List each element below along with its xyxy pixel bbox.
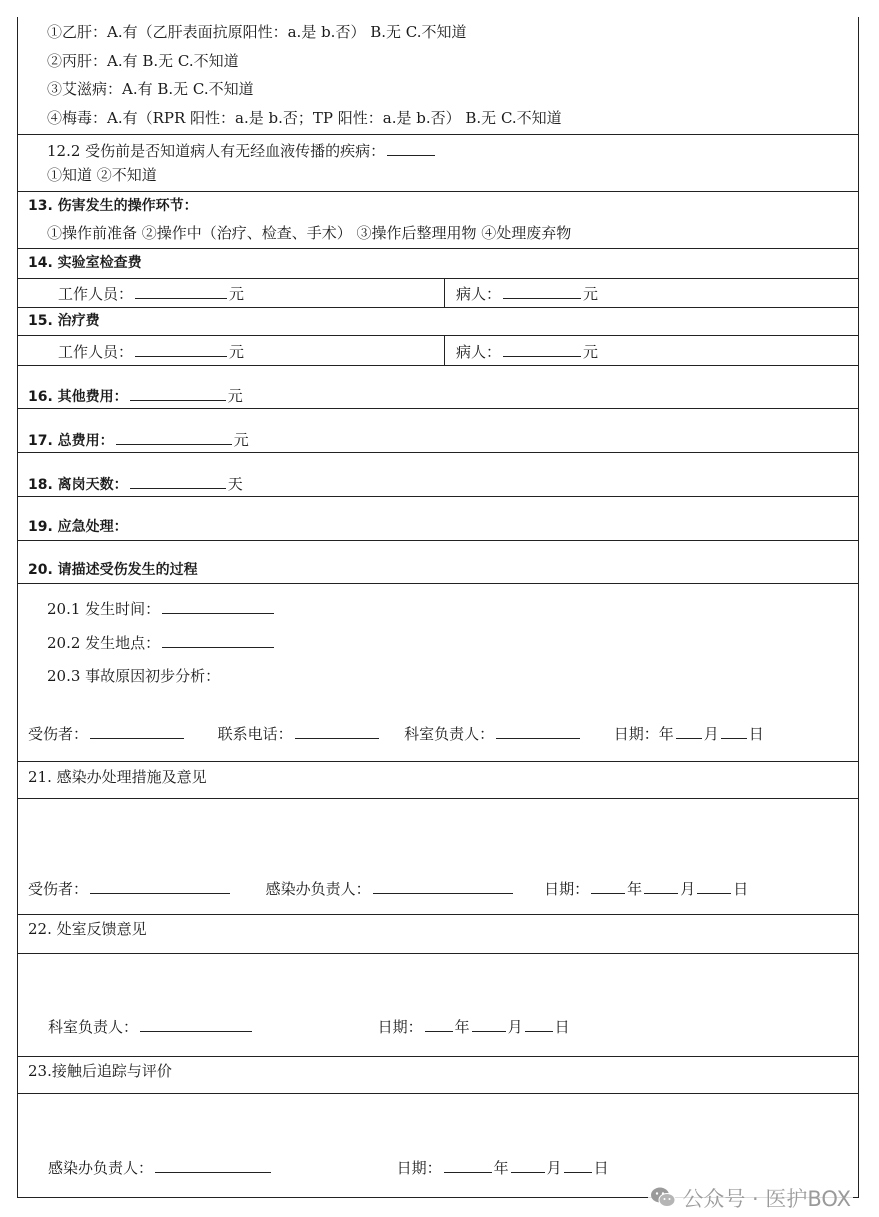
row-divider bbox=[18, 278, 858, 279]
q21-injured-label: 受伤者： bbox=[28, 880, 89, 898]
q22-year-blank[interactable] bbox=[425, 1016, 453, 1032]
q22-day: 日 bbox=[554, 1018, 570, 1036]
row-divider bbox=[18, 914, 858, 915]
row-divider bbox=[18, 540, 858, 541]
q21-day-blank[interactable] bbox=[697, 878, 731, 894]
q23-year-blank[interactable] bbox=[444, 1157, 492, 1173]
q15-title: 15. 治疗费 bbox=[28, 313, 100, 329]
q15-staff-row bbox=[58, 341, 244, 362]
q20-time-blank[interactable] bbox=[162, 598, 274, 614]
q23-date-label: 日期： bbox=[396, 1159, 442, 1177]
q23-day: 日 bbox=[593, 1159, 609, 1177]
q13-title: 13. 伤害发生的操作环节： bbox=[28, 198, 198, 214]
q14-patient-blank[interactable] bbox=[503, 283, 581, 299]
row-divider bbox=[18, 496, 858, 497]
q20-date-label: 日期： bbox=[613, 725, 659, 743]
q19-label: 19. 应急处理： bbox=[28, 519, 128, 535]
q21-month-blank[interactable] bbox=[644, 878, 678, 894]
q15-patient-blank[interactable] bbox=[503, 341, 581, 357]
row-divider bbox=[18, 953, 858, 954]
watermark bbox=[648, 1183, 853, 1214]
q15-patient-unit: 元 bbox=[583, 343, 599, 361]
row-divider bbox=[18, 365, 858, 366]
row-divider bbox=[18, 307, 858, 308]
q20-place-blank[interactable] bbox=[162, 632, 274, 648]
q22-dept-head-blank[interactable] bbox=[140, 1016, 252, 1032]
q18-blank[interactable] bbox=[130, 473, 226, 489]
q12-2-question-text: 12.2 受伤前是否知道病人有无经血液传播的疾病： bbox=[47, 142, 386, 160]
q23-title: 23.接触后追踪与评价 bbox=[28, 1062, 172, 1080]
row-divider bbox=[18, 335, 858, 336]
q21-title: 21. 感染办处理措施及意见 bbox=[28, 768, 207, 786]
q20-phone-label: 联系电话： bbox=[217, 725, 293, 743]
disease-hcv: ②丙肝：A.有 B.无 C.不知道 bbox=[47, 52, 239, 70]
q20-injured-label: 受伤者： bbox=[28, 725, 89, 743]
q20-dept-head-label: 科室负责人： bbox=[404, 725, 495, 743]
q22-month: 月 bbox=[507, 1018, 523, 1036]
q14-staff-label: 工作人员： bbox=[58, 285, 134, 303]
q20-month-blank[interactable] bbox=[676, 723, 702, 739]
row-divider bbox=[18, 191, 858, 192]
q23-day-blank[interactable] bbox=[564, 1157, 592, 1173]
q21-infection-head-blank[interactable] bbox=[373, 878, 513, 894]
q17-unit: 元 bbox=[233, 431, 249, 449]
disease-syphilis: ④梅毒：A.有（RPR 阳性：a.是 b.否；TP 阳性：a.是 b.否） B.无 C.不知道 bbox=[47, 109, 562, 127]
row-divider bbox=[18, 798, 858, 799]
incident-report-form bbox=[17, 17, 859, 1198]
q17-label: 17. 总费用： bbox=[28, 433, 114, 449]
q21-injured-blank[interactable] bbox=[90, 878, 230, 894]
q14-patient-unit: 元 bbox=[583, 285, 599, 303]
q20-dept-head-blank[interactable] bbox=[496, 723, 580, 739]
q20-place-label: 20.2 发生地点： bbox=[47, 634, 161, 652]
q20-phone-blank[interactable] bbox=[295, 723, 379, 739]
row-divider bbox=[18, 248, 858, 249]
disease-hiv: ③艾滋病：A.有 B.无 C.不知道 bbox=[47, 80, 254, 98]
q14-staff-row bbox=[58, 283, 244, 304]
q18-row bbox=[28, 473, 243, 495]
q22-day-blank[interactable] bbox=[525, 1016, 553, 1032]
q22-sign-row bbox=[48, 1016, 570, 1037]
q23-sign-row bbox=[48, 1157, 609, 1178]
q22-year: 年 bbox=[454, 1018, 470, 1036]
row-divider bbox=[18, 1093, 858, 1094]
q15-staff-blank[interactable] bbox=[135, 341, 227, 357]
q20-day-blank[interactable] bbox=[721, 723, 747, 739]
disease-hbv: ①乙肝：A.有（乙肝表面抗原阳性：a.是 b.否） B.无 C.不知道 bbox=[47, 23, 467, 41]
q12-2-question bbox=[47, 140, 437, 161]
row-divider bbox=[18, 134, 858, 135]
q20-time-label: 20.1 发生时间： bbox=[47, 600, 161, 618]
q20-title: 20. 请描述受伤发生的过程 bbox=[28, 562, 198, 578]
watermark-text: 公众号 · 医护BOX bbox=[682, 1186, 851, 1211]
q23-month-blank[interactable] bbox=[511, 1157, 545, 1173]
wechat-icon bbox=[650, 1186, 676, 1213]
q14-title: 14. 实验室检查费 bbox=[28, 255, 142, 271]
column-divider bbox=[444, 335, 445, 365]
q16-blank[interactable] bbox=[130, 385, 226, 401]
q21-month: 月 bbox=[680, 880, 696, 898]
q16-row bbox=[28, 385, 243, 407]
q18-label: 18. 离岗天数： bbox=[28, 477, 128, 493]
q20-cause-label: 20.3 事故原因初步分析： bbox=[47, 667, 221, 685]
q15-patient-row bbox=[456, 341, 598, 362]
q14-staff-unit: 元 bbox=[229, 285, 245, 303]
q23-month: 月 bbox=[546, 1159, 562, 1177]
q23-infection-head-blank[interactable] bbox=[155, 1157, 271, 1173]
q15-patient-label: 病人： bbox=[456, 343, 502, 361]
q14-staff-blank[interactable] bbox=[135, 283, 227, 299]
q22-month-blank[interactable] bbox=[472, 1016, 506, 1032]
q20-time-row bbox=[47, 598, 276, 619]
q21-infection-head-label: 感染办负责人： bbox=[265, 880, 371, 898]
q22-title: 22. 处室反馈意见 bbox=[28, 920, 147, 938]
q23-year: 年 bbox=[493, 1159, 509, 1177]
q20-place-row bbox=[47, 632, 276, 653]
q16-unit: 元 bbox=[227, 387, 243, 405]
q20-month: 月 bbox=[703, 725, 719, 743]
q20-year: 年 bbox=[658, 725, 674, 743]
q12-2-options: ①知道 ②不知道 bbox=[47, 166, 157, 184]
q20-injured-blank[interactable] bbox=[90, 723, 184, 739]
q21-date-label: 日期： bbox=[544, 880, 590, 898]
row-divider bbox=[18, 1056, 858, 1057]
q18-unit: 天 bbox=[227, 475, 243, 493]
column-divider bbox=[444, 278, 445, 307]
q17-row bbox=[28, 429, 249, 451]
q14-patient-label: 病人： bbox=[456, 285, 502, 303]
q23-infection-head-label: 感染办负责人： bbox=[48, 1159, 154, 1177]
q21-year: 年 bbox=[627, 880, 643, 898]
row-divider bbox=[18, 408, 858, 409]
row-divider bbox=[18, 583, 858, 584]
row-divider bbox=[18, 452, 858, 453]
q20-sign-row bbox=[28, 723, 764, 744]
q12-2-blank[interactable] bbox=[387, 140, 435, 156]
q21-day: 日 bbox=[733, 880, 749, 898]
q22-date-label: 日期： bbox=[377, 1018, 423, 1036]
q15-staff-label: 工作人员： bbox=[58, 343, 134, 361]
q21-sign-row bbox=[28, 878, 748, 899]
q13-options: ①操作前准备 ②操作中（治疗、检查、手术） ③操作后整理用物 ④处理废弃物 bbox=[47, 224, 572, 242]
q15-staff-unit: 元 bbox=[229, 343, 245, 361]
q14-patient-row bbox=[456, 283, 598, 304]
q16-label: 16. 其他费用： bbox=[28, 389, 128, 405]
q21-year-blank[interactable] bbox=[591, 878, 625, 894]
q20-day: 日 bbox=[748, 725, 764, 743]
q17-blank[interactable] bbox=[116, 429, 232, 445]
q22-dept-head-label: 科室负责人： bbox=[48, 1018, 139, 1036]
row-divider bbox=[18, 761, 858, 762]
